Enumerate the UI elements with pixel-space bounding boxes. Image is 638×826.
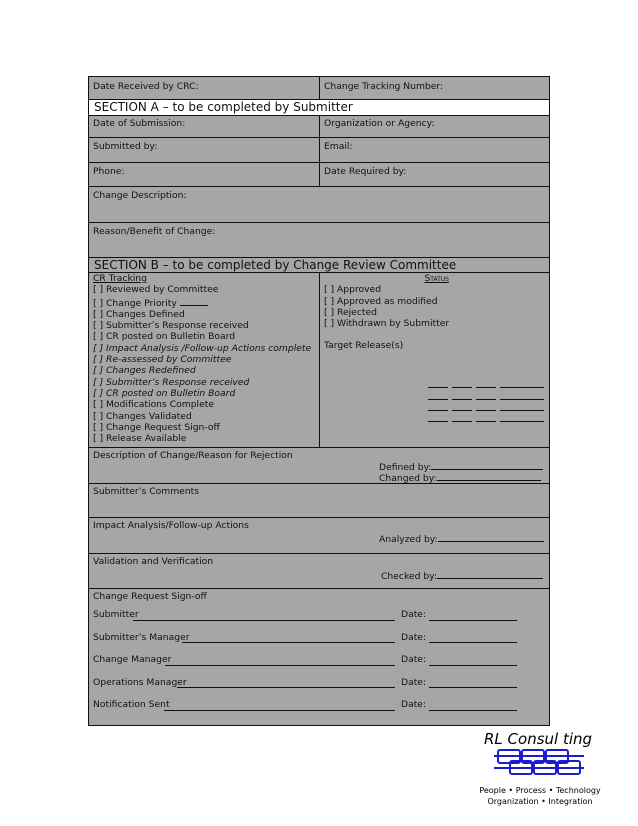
defined-by-label: Defined by: <box>379 462 432 473</box>
cr-tracking-item[interactable] <box>93 422 315 433</box>
date-label: Date: <box>401 699 427 711</box>
cr-tracking-item-label: [ ] Changes Redefined <box>93 365 196 377</box>
signoff-role-label: Change Manager <box>93 654 172 666</box>
analyzed-by-line[interactable] <box>379 532 545 545</box>
release-segment[interactable] <box>452 404 472 411</box>
cr-tracking-item-label: [ ] Submitter’s Response received <box>93 320 249 332</box>
date-line[interactable] <box>429 687 517 688</box>
signoff-role-label: Submitter’s Manager <box>93 631 190 643</box>
status-option[interactable]: [ ] Withdrawn by Submitter <box>324 318 450 330</box>
checked-by-label: Checked by: <box>381 571 438 582</box>
validation-row <box>89 554 549 589</box>
release-segment[interactable] <box>428 415 448 422</box>
date-label: Date: <box>401 631 427 643</box>
date-line[interactable] <box>429 665 517 666</box>
signature-line[interactable] <box>133 620 395 621</box>
release-segment[interactable] <box>452 393 472 400</box>
validation-field[interactable] <box>89 554 549 588</box>
defined-by-blank[interactable] <box>431 460 543 470</box>
cr-tracking-item-label: [ ] Submitter’s Response received <box>93 376 250 388</box>
validation-label: Validation and Verification <box>93 556 214 567</box>
status-column <box>319 273 549 447</box>
submitter-comments-row <box>89 484 549 518</box>
section-b-title: SECTION B – to be completed by Change Review Committee <box>94 258 457 272</box>
date-label: Date: <box>401 609 427 620</box>
cr-tracking-item-label: [ ] Reviewed by Committee <box>93 284 219 296</box>
date-required-field[interactable]: Date Required by: <box>319 163 549 186</box>
signature-line[interactable] <box>177 687 395 688</box>
analyzed-by-label: Analyzed by: <box>379 534 438 545</box>
cr-tracking-title: CR Tracking <box>93 273 147 284</box>
section-a-title: SECTION A – to be completed by Submitter <box>94 100 353 114</box>
impact-analysis-field[interactable] <box>89 518 549 553</box>
release-segment[interactable] <box>500 393 544 400</box>
checked-by-blank[interactable] <box>437 569 543 579</box>
analyzed-by-blank[interactable] <box>438 532 544 542</box>
date-label: Date: <box>401 676 427 688</box>
description-rejection-field[interactable] <box>89 448 549 483</box>
reason-benefit-row <box>89 223 549 258</box>
cr-tracking-item[interactable] <box>93 320 315 331</box>
signoff-row <box>89 672 549 695</box>
signature-line[interactable] <box>182 642 395 643</box>
target-release-label: Target Release(s) <box>324 340 404 352</box>
release-segment[interactable] <box>428 404 448 411</box>
signoff-role-label: Operations Manager <box>93 676 187 688</box>
release-segment[interactable] <box>428 393 448 400</box>
cr-tracking-item[interactable] <box>93 284 315 295</box>
tracking-status-row <box>89 273 549 448</box>
cr-tracking-item[interactable] <box>93 411 315 422</box>
signoff-row <box>89 694 549 717</box>
submitter-comments-field[interactable]: Submitter’s Comments <box>93 486 200 497</box>
cr-tracking-item-label: [ ] Change Priority <box>93 297 177 309</box>
signoff-title: Change Request Sign-off <box>93 591 207 602</box>
impact-analysis-row <box>89 518 549 554</box>
submitted-by-field[interactable]: Submitted by: <box>93 141 158 152</box>
status-option[interactable]: [ ] Rejected <box>324 306 377 318</box>
phone-field[interactable]: Phone: <box>93 166 125 177</box>
submitter-row <box>89 138 549 163</box>
release-segment[interactable] <box>500 415 544 422</box>
status-list <box>324 284 545 329</box>
change-description-row <box>89 187 549 223</box>
target-release-fields[interactable] <box>414 377 544 422</box>
email-field[interactable]: Email: <box>319 138 549 162</box>
cr-tracking-item[interactable] <box>93 354 315 365</box>
cr-tracking-item-label: [ ] Changes Validated <box>93 410 192 422</box>
cr-tracking-item-label: [ ] Modifications Complete <box>93 399 214 411</box>
cr-tracking-item[interactable] <box>93 331 315 342</box>
checked-by-line[interactable] <box>381 569 545 582</box>
date-line[interactable] <box>429 710 517 711</box>
release-segment[interactable] <box>476 404 496 411</box>
description-rejection-label: Description of Change/Reason for Rejection <box>93 450 293 461</box>
cr-tracking-item[interactable] <box>93 377 315 388</box>
section-b-header <box>89 258 549 273</box>
organization-field[interactable]: Organization or Agency: <box>319 116 549 137</box>
signoff-row <box>89 649 549 672</box>
release-segment[interactable] <box>500 381 544 388</box>
logo-tagline-1: People • Process • Technology <box>479 786 601 795</box>
cr-tracking-item-label: [ ] Release Available <box>93 433 187 445</box>
release-segment[interactable] <box>452 381 472 388</box>
release-segment[interactable] <box>476 381 496 388</box>
target-release-line[interactable] <box>414 411 544 422</box>
target-release-line[interactable] <box>414 400 544 411</box>
target-release-line[interactable] <box>414 377 544 388</box>
signoff-role-label: Notification Sent <box>93 699 170 711</box>
status-title: Status <box>424 273 449 284</box>
cr-tracking-item[interactable] <box>93 388 315 399</box>
logo-title: RL Consul ting <box>484 730 593 748</box>
signature-line[interactable] <box>164 710 395 711</box>
description-rejection-row <box>89 448 549 484</box>
tracking-number-label: Change Tracking Number: <box>319 77 549 99</box>
submission-row <box>89 116 549 138</box>
cr-tracking-item-label: [ ] Change Request Sign-off <box>93 421 220 433</box>
cr-tracking-item-label: [ ] Re-assessed by Committee <box>93 354 232 366</box>
release-segment[interactable] <box>476 415 496 422</box>
signoff-rows <box>89 604 549 717</box>
reason-benefit-field[interactable]: Reason/Benefit of Change: <box>93 226 216 237</box>
cr-tracking-item[interactable] <box>93 296 315 309</box>
change-request-form <box>88 76 550 726</box>
status-option[interactable]: [ ] Approved <box>324 284 382 296</box>
logo-mark-icon <box>470 728 610 788</box>
cr-tracking-item[interactable] <box>93 399 315 410</box>
cr-tracking-item[interactable] <box>93 309 315 320</box>
release-segment[interactable] <box>428 381 448 388</box>
rl-consulting-logo <box>470 728 610 823</box>
date-line[interactable] <box>429 620 517 621</box>
date-received-label: Date Received by CRC: <box>93 81 199 92</box>
change-priority-blank[interactable] <box>180 296 208 306</box>
cr-tracking-item[interactable] <box>93 433 315 444</box>
changed-by-line[interactable] <box>379 471 545 484</box>
cr-tracking-column <box>89 273 319 447</box>
cr-tracking-item[interactable] <box>93 343 315 354</box>
status-option[interactable]: [ ] Approved as modified <box>324 295 438 307</box>
cr-tracking-item-label: [ ] CR posted on Bulletin Board <box>93 331 236 343</box>
changed-by-blank[interactable] <box>437 471 541 481</box>
change-description-field[interactable]: Change Description: <box>93 190 187 201</box>
date-line[interactable] <box>429 642 517 643</box>
signoff-row <box>89 627 549 650</box>
logo-tagline-2: Organization • Integration <box>487 797 593 806</box>
impact-analysis-label: Impact Analysis/Follow-up Actions <box>93 520 249 531</box>
cr-tracking-item-label: [ ] Impact Analysis /Follow-up Actions complete <box>93 342 312 354</box>
signoff-row <box>89 604 549 627</box>
changed-by-label: Changed by: <box>379 473 437 484</box>
release-segment[interactable] <box>476 393 496 400</box>
section-a-header <box>89 100 549 116</box>
receipt-row <box>89 77 549 100</box>
cr-tracking-list <box>93 284 315 444</box>
cr-tracking-item-label: [ ] Changes Defined <box>93 308 185 320</box>
signoff-role-label: Submitter <box>93 609 139 620</box>
signature-line[interactable] <box>165 665 395 666</box>
release-segment[interactable] <box>452 415 472 422</box>
phone-row <box>89 163 549 187</box>
cr-tracking-item-label: [ ] CR posted on Bulletin Board <box>93 387 236 399</box>
date-of-submission-field[interactable]: Date of Submission: <box>93 118 186 129</box>
cr-tracking-item[interactable] <box>93 365 315 376</box>
release-segment[interactable] <box>500 404 544 411</box>
target-release-line[interactable] <box>414 388 544 399</box>
date-label: Date: <box>401 654 427 666</box>
signoff-block <box>89 589 549 725</box>
